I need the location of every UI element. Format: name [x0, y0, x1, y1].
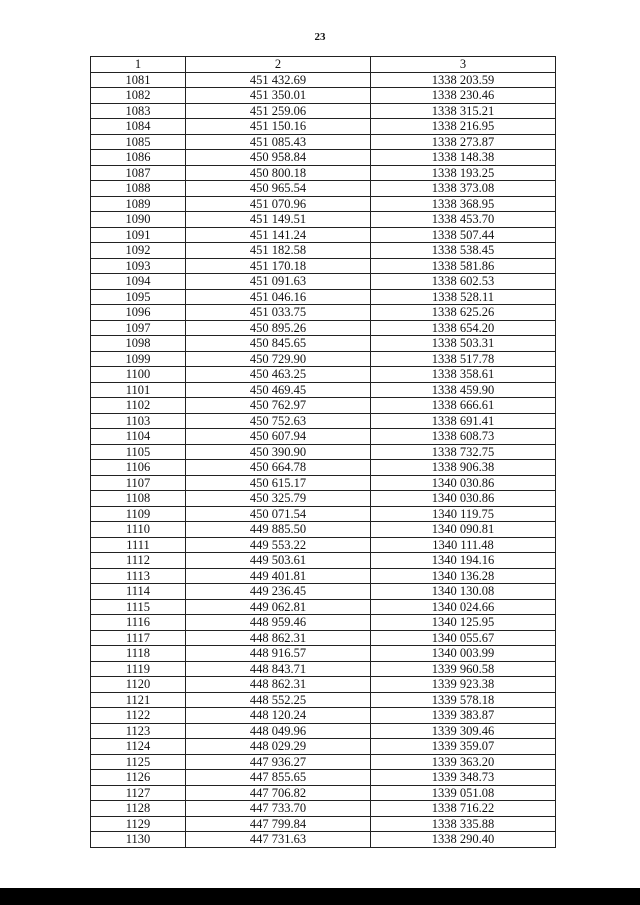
table-row: [91, 72, 556, 88]
table-cell-col-3: 1339 960.58: [371, 661, 556, 677]
table-cell-col-2: 450 390.90: [186, 444, 371, 460]
table-row: [91, 274, 556, 290]
table-row: [91, 398, 556, 414]
table-cell-col-2: 448 916.57: [186, 646, 371, 662]
table-cell-col-3: 1339 923.38: [371, 677, 556, 693]
table-header: [91, 57, 556, 73]
table-row: [91, 103, 556, 119]
table-cell-col-3: 1340 055.67: [371, 630, 556, 646]
table-row: [91, 196, 556, 212]
table-cell-col-2: 450 752.63: [186, 413, 371, 429]
table-cell-col-1: 1095: [91, 289, 186, 305]
table-cell-col-2: 450 607.94: [186, 429, 371, 445]
table-cell-col-1: 1082: [91, 88, 186, 104]
table-cell-col-3: 1340 090.81: [371, 522, 556, 538]
table-row: [91, 212, 556, 228]
table-cell-col-1: 1105: [91, 444, 186, 460]
table-cell-col-2: 450 845.65: [186, 336, 371, 352]
table-row: [91, 181, 556, 197]
table-cell-col-2: 450 325.79: [186, 491, 371, 507]
table-cell-col-3: 1338 216.95: [371, 119, 556, 135]
table-cell-col-1: 1124: [91, 739, 186, 755]
table-cell-col-1: 1081: [91, 72, 186, 88]
table-cell-col-2: 450 729.90: [186, 351, 371, 367]
table-cell-col-2: 451 085.43: [186, 134, 371, 150]
table-cell-col-1: 1115: [91, 599, 186, 615]
table-cell-col-2: 450 463.25: [186, 367, 371, 383]
table-cell-col-2: 451 182.58: [186, 243, 371, 259]
table-cell-col-1: 1112: [91, 553, 186, 569]
table-cell-col-3: 1338 654.20: [371, 320, 556, 336]
table-row: [91, 568, 556, 584]
table-row: [91, 258, 556, 274]
table-cell-col-1: 1128: [91, 801, 186, 817]
table-row: [91, 754, 556, 770]
table-cell-col-1: 1104: [91, 429, 186, 445]
table-cell-col-2: 449 885.50: [186, 522, 371, 538]
table-row: [91, 832, 556, 848]
table-row: [91, 413, 556, 429]
table-cell-col-3: 1338 373.08: [371, 181, 556, 197]
table-cell-col-1: 1099: [91, 351, 186, 367]
table-row: [91, 801, 556, 817]
table-row: [91, 336, 556, 352]
table-cell-col-3: 1338 528.11: [371, 289, 556, 305]
table-cell-col-3: 1338 459.90: [371, 382, 556, 398]
table-cell-col-2: 449 062.81: [186, 599, 371, 615]
table-cell-col-1: 1109: [91, 506, 186, 522]
table-row: [91, 134, 556, 150]
table-cell-col-2: 448 049.96: [186, 723, 371, 739]
table-cell-col-2: 451 350.01: [186, 88, 371, 104]
table-cell-col-2: 451 170.18: [186, 258, 371, 274]
table-row: [91, 646, 556, 662]
table-row: [91, 723, 556, 739]
table-cell-col-1: 1092: [91, 243, 186, 259]
table-cell-col-3: 1338 358.61: [371, 367, 556, 383]
table-cell-col-1: 1114: [91, 584, 186, 600]
page-number: 23: [314, 31, 326, 43]
table-cell-col-2: 449 553.22: [186, 537, 371, 553]
table-cell-col-3: 1338 203.59: [371, 72, 556, 88]
table-cell-col-1: 1107: [91, 475, 186, 491]
table-cell-col-3: 1339 363.20: [371, 754, 556, 770]
header-cell-1: 1: [91, 57, 186, 73]
table-cell-col-1: 1110: [91, 522, 186, 538]
table-cell-col-1: 1123: [91, 723, 186, 739]
header-cell-3: 3: [371, 57, 556, 73]
table-row: [91, 460, 556, 476]
table-cell-col-3: 1338 602.53: [371, 274, 556, 290]
table-cell-col-2: 447 855.65: [186, 770, 371, 786]
table-cell-col-2: 451 141.24: [186, 227, 371, 243]
table-row: [91, 537, 556, 553]
table-body: [91, 72, 556, 847]
table-cell-col-2: 448 959.46: [186, 615, 371, 631]
table-row: [91, 661, 556, 677]
coordinates-table: [90, 56, 556, 848]
table-cell-col-2: 449 401.81: [186, 568, 371, 584]
table-cell-col-3: 1339 359.07: [371, 739, 556, 755]
table-cell-col-3: 1340 130.08: [371, 584, 556, 600]
table-cell-col-2: 451 046.16: [186, 289, 371, 305]
table-cell-col-3: 1338 625.26: [371, 305, 556, 321]
table-cell-col-1: 1084: [91, 119, 186, 135]
table-cell-col-1: 1097: [91, 320, 186, 336]
table-cell-col-2: 449 236.45: [186, 584, 371, 600]
table-row: [91, 243, 556, 259]
table-cell-col-3: 1338 453.70: [371, 212, 556, 228]
table-cell-col-2: 451 150.16: [186, 119, 371, 135]
table-cell-col-1: 1102: [91, 398, 186, 414]
table-cell-col-2: 448 029.29: [186, 739, 371, 755]
table-cell-col-1: 1093: [91, 258, 186, 274]
table-cell-col-2: 449 503.61: [186, 553, 371, 569]
table-cell-col-3: 1340 030.86: [371, 491, 556, 507]
table-cell-col-3: 1340 003.99: [371, 646, 556, 662]
table-cell-col-2: 448 862.31: [186, 677, 371, 693]
table-cell-col-2: 451 070.96: [186, 196, 371, 212]
table-row: [91, 491, 556, 507]
table-cell-col-3: 1338 608.73: [371, 429, 556, 445]
table-cell-col-3: 1340 125.95: [371, 615, 556, 631]
table-cell-col-3: 1338 517.78: [371, 351, 556, 367]
table-cell-col-2: 447 706.82: [186, 785, 371, 801]
table-cell-col-1: 1087: [91, 165, 186, 181]
table-row: [91, 816, 556, 832]
table-cell-col-2: 451 091.63: [186, 274, 371, 290]
table-cell-col-2: 448 843.71: [186, 661, 371, 677]
table-cell-col-2: 451 149.51: [186, 212, 371, 228]
table-cell-col-1: 1130: [91, 832, 186, 848]
table-row: [91, 630, 556, 646]
table-cell-col-3: 1338 290.40: [371, 832, 556, 848]
table-row: [91, 770, 556, 786]
table-cell-col-1: 1090: [91, 212, 186, 228]
table-cell-col-2: 448 120.24: [186, 708, 371, 724]
table-cell-col-1: 1120: [91, 677, 186, 693]
table-row: [91, 553, 556, 569]
table-row: [91, 320, 556, 336]
table-row: [91, 739, 556, 755]
table-cell-col-1: 1091: [91, 227, 186, 243]
table-cell-col-2: 450 664.78: [186, 460, 371, 476]
table-row: [91, 615, 556, 631]
table-cell-col-1: 1113: [91, 568, 186, 584]
table-cell-col-2: 448 552.25: [186, 692, 371, 708]
table-cell-col-2: 450 071.54: [186, 506, 371, 522]
table-row: [91, 227, 556, 243]
table-cell-col-1: 1085: [91, 134, 186, 150]
table-cell-col-2: 450 800.18: [186, 165, 371, 181]
table-cell-col-1: 1106: [91, 460, 186, 476]
table-row: [91, 708, 556, 724]
table-cell-col-2: 451 033.75: [186, 305, 371, 321]
table-row: [91, 351, 556, 367]
table-cell-col-1: 1089: [91, 196, 186, 212]
table-cell-col-3: 1340 024.66: [371, 599, 556, 615]
table-cell-col-3: 1340 136.28: [371, 568, 556, 584]
table-cell-col-1: 1125: [91, 754, 186, 770]
table-cell-col-2: 447 799.84: [186, 816, 371, 832]
table-cell-col-2: 451 432.69: [186, 72, 371, 88]
table-cell-col-1: 1119: [91, 661, 186, 677]
table-cell-col-2: 450 958.84: [186, 150, 371, 166]
table-cell-col-3: 1338 315.21: [371, 103, 556, 119]
table-cell-col-2: 447 731.63: [186, 832, 371, 848]
table-cell-col-2: 450 895.26: [186, 320, 371, 336]
table-cell-col-3: 1338 581.86: [371, 258, 556, 274]
table-cell-col-3: 1338 666.61: [371, 398, 556, 414]
table-row: [91, 677, 556, 693]
header-cell-2: 2: [186, 57, 371, 73]
table-row: [91, 506, 556, 522]
table-cell-col-3: 1338 230.46: [371, 88, 556, 104]
table-cell-col-1: 1096: [91, 305, 186, 321]
table-cell-col-1: 1086: [91, 150, 186, 166]
table-row: [91, 367, 556, 383]
header-row: [91, 57, 556, 73]
table-cell-col-1: 1118: [91, 646, 186, 662]
table-cell-col-3: 1338 148.38: [371, 150, 556, 166]
table-cell-col-1: 1083: [91, 103, 186, 119]
table-row: [91, 692, 556, 708]
table-cell-col-3: 1338 732.75: [371, 444, 556, 460]
table-row: [91, 444, 556, 460]
table-cell-col-3: 1338 906.38: [371, 460, 556, 476]
table-cell-col-3: 1339 578.18: [371, 692, 556, 708]
table-cell-col-3: 1339 051.08: [371, 785, 556, 801]
table-row: [91, 599, 556, 615]
table-cell-col-1: 1117: [91, 630, 186, 646]
table-cell-col-1: 1088: [91, 181, 186, 197]
table-cell-col-3: 1338 368.95: [371, 196, 556, 212]
table-cell-col-1: 1116: [91, 615, 186, 631]
table-row: [91, 88, 556, 104]
table-cell-col-2: 447 936.27: [186, 754, 371, 770]
table-row: [91, 289, 556, 305]
table-cell-col-3: 1338 538.45: [371, 243, 556, 259]
coordinates-table-container: [90, 56, 555, 848]
table-cell-col-1: 1129: [91, 816, 186, 832]
table-row: [91, 475, 556, 491]
table-cell-col-3: 1338 335.88: [371, 816, 556, 832]
table-cell-col-2: 447 733.70: [186, 801, 371, 817]
table-cell-col-3: 1339 348.73: [371, 770, 556, 786]
table-cell-col-3: 1338 716.22: [371, 801, 556, 817]
table-row: [91, 150, 556, 166]
table-cell-col-1: 1094: [91, 274, 186, 290]
table-cell-col-2: 451 259.06: [186, 103, 371, 119]
table-cell-col-2: 450 469.45: [186, 382, 371, 398]
table-cell-col-2: 450 615.17: [186, 475, 371, 491]
table-cell-col-1: 1103: [91, 413, 186, 429]
table-cell-col-3: 1340 194.16: [371, 553, 556, 569]
table-cell-col-3: 1338 507.44: [371, 227, 556, 243]
table-row: [91, 119, 556, 135]
table-cell-col-1: 1098: [91, 336, 186, 352]
table-cell-col-1: 1108: [91, 491, 186, 507]
table-cell-col-1: 1101: [91, 382, 186, 398]
table-cell-col-3: 1339 309.46: [371, 723, 556, 739]
table-cell-col-1: 1111: [91, 537, 186, 553]
table-cell-col-2: 450 965.54: [186, 181, 371, 197]
table-cell-col-3: 1340 119.75: [371, 506, 556, 522]
table-row: [91, 382, 556, 398]
table-cell-col-1: 1126: [91, 770, 186, 786]
table-cell-col-2: 450 762.97: [186, 398, 371, 414]
table-cell-col-3: 1338 193.25: [371, 165, 556, 181]
table-row: [91, 584, 556, 600]
table-cell-col-3: 1338 503.31: [371, 336, 556, 352]
table-cell-col-1: 1121: [91, 692, 186, 708]
table-cell-col-3: 1340 111.48: [371, 537, 556, 553]
table-cell-col-1: 1100: [91, 367, 186, 383]
table-cell-col-2: 448 862.31: [186, 630, 371, 646]
bottom-scan-bar: [0, 888, 640, 905]
table-cell-col-3: 1338 691.41: [371, 413, 556, 429]
table-cell-col-3: 1340 030.86: [371, 475, 556, 491]
table-row: [91, 165, 556, 181]
table-cell-col-1: 1127: [91, 785, 186, 801]
table-row: [91, 785, 556, 801]
table-cell-col-3: 1339 383.87: [371, 708, 556, 724]
table-cell-col-1: 1122: [91, 708, 186, 724]
table-row: [91, 522, 556, 538]
table-cell-col-3: 1338 273.87: [371, 134, 556, 150]
table-row: [91, 305, 556, 321]
table-row: [91, 429, 556, 445]
